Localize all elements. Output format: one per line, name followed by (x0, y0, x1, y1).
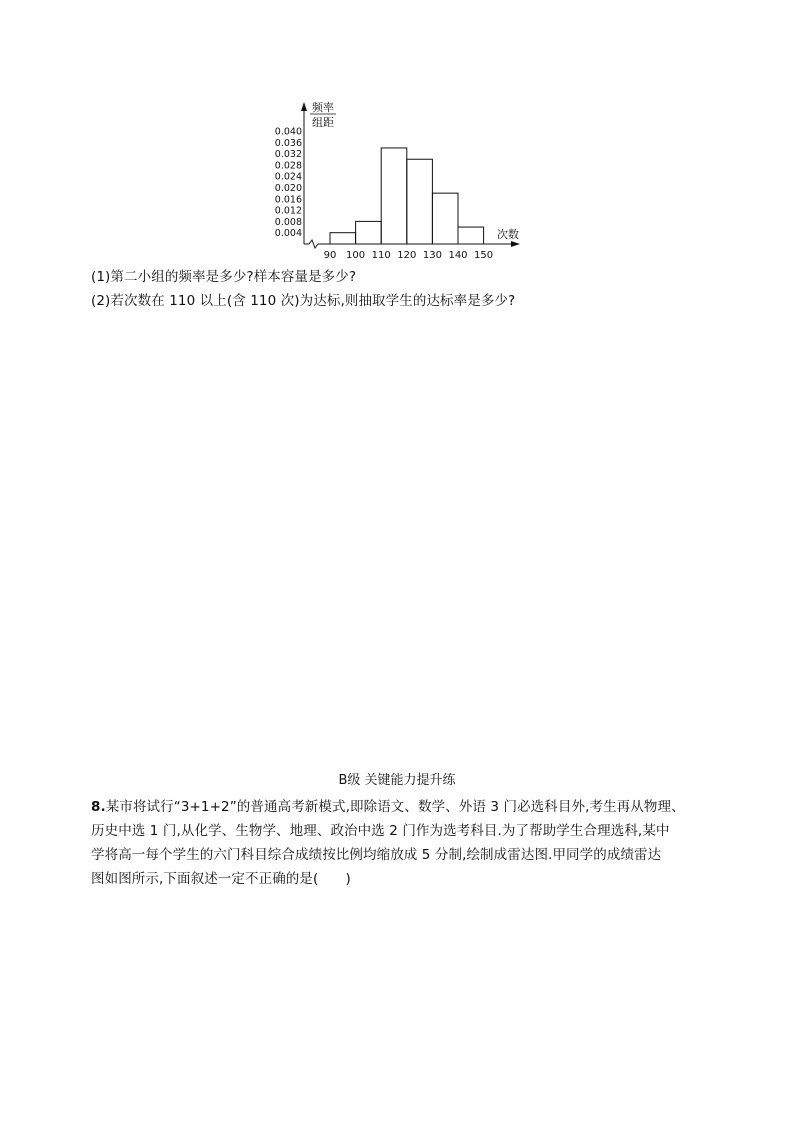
y-tick-label: 0.016 (274, 194, 302, 206)
histogram-bar (458, 227, 484, 244)
y-tick-label: 0.012 (274, 205, 302, 217)
x-tick-label: 100 (346, 250, 366, 260)
y-axis-arrow (301, 102, 307, 111)
x-tick-label: 120 (397, 250, 417, 260)
x-axis-arrow (511, 241, 520, 247)
y-tick-label: 0.024 (274, 171, 302, 183)
question-2: (2)若次数在 110 以上(含 110 次)为达标,则抽取学生的达标率是多少? (91, 293, 516, 309)
x-axis-label: 次数 (497, 228, 519, 241)
section-b-heading: B级 关键能力提升练 (338, 773, 456, 788)
y-tick-label: 0.004 (274, 228, 302, 240)
y-tick-label: 0.020 (274, 183, 302, 194)
histogram-bar (432, 193, 458, 244)
histogram-bar (356, 221, 382, 244)
histogram-bar (330, 233, 356, 244)
problem-8-line-4: 图如图所示,下面叙述一定不正确的是( ) (91, 871, 351, 887)
y-tick-label: 0.036 (274, 137, 302, 149)
question-1: (1)第二小组的频率是多少?样本容量是多少? (91, 269, 357, 285)
y-axis-label-denominator: 组距 (312, 116, 334, 129)
problem-number: 8. (91, 799, 106, 815)
problem-8-line-2: 历史中选 1 门,从化学、生物学、地理、政治中选 2 门作为选考科目.为了帮助学生合理选科,某中 (91, 823, 670, 839)
x-tick-label: 140 (448, 250, 468, 260)
x-tick-label: 90 (323, 250, 337, 260)
y-tick-label: 0.032 (274, 149, 302, 161)
x-tick-label: 110 (371, 250, 391, 260)
problem-8-line-3: 学将高一每个学生的六门科目综合成绩按比例均缩放成 5 分制,绘制成雷达图.甲同学的成绩雷达 (91, 847, 662, 863)
y-tick-label: 0.008 (274, 216, 302, 228)
x-tick-label: 150 (474, 250, 494, 260)
y-tick-label: 0.028 (274, 160, 302, 172)
y-axis-label-numerator: 频率 (312, 101, 334, 114)
problem-8-line-1 (91, 798, 685, 816)
x-tick-label: 130 (422, 250, 442, 260)
histogram-bar (407, 159, 433, 244)
problem-8-text-1: 某市将试行“3+1+2”的普通高考新模式,即除语文、数学、外语 3 门必选科目外,考生再从物理、 (105, 799, 685, 815)
y-tick-label: 0.040 (274, 126, 302, 138)
frequency-histogram (262, 96, 526, 260)
histogram-bar (381, 148, 407, 244)
